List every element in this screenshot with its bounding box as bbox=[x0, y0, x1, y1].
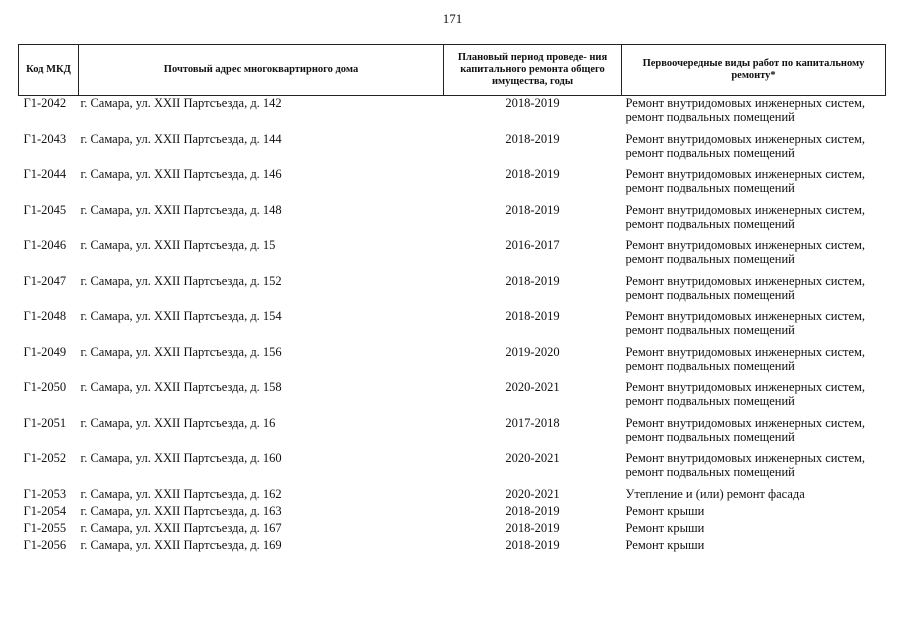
cell-works bbox=[622, 238, 886, 274]
table-row bbox=[19, 238, 886, 274]
cell-address: г. Самара, ул. XXII Партсъезда, д. 144 bbox=[80, 131, 282, 146]
works-line: Ремонт крыши bbox=[625, 520, 705, 535]
works-line: Ремонт крыши bbox=[625, 537, 705, 552]
table-row bbox=[19, 345, 886, 381]
cell-code: Г1-2053 bbox=[23, 486, 67, 501]
table-row bbox=[19, 132, 886, 168]
cell-code: Г1-2045 bbox=[23, 202, 67, 217]
cell-works bbox=[622, 96, 886, 132]
cell-address: г. Самара, ул. XXII Партсъезда, д. 148 bbox=[80, 202, 282, 217]
cell-code: Г1-2049 bbox=[23, 344, 67, 359]
cell-works bbox=[622, 504, 886, 521]
cell-code: Г1-2046 bbox=[23, 238, 67, 252]
cell-code: Г1-2055 bbox=[23, 520, 67, 535]
cell-address: г. Самара, ул. XXII Партсъезда, д. 146 bbox=[80, 167, 282, 181]
cell-address: г. Самара, ул. XXII Партсъезда, д. 152 bbox=[80, 273, 282, 288]
cell-address: г. Самара, ул. XXII Партсъезда, д. 15 bbox=[80, 238, 276, 252]
cell-code: Г1-2054 bbox=[23, 503, 67, 518]
works-line: Ремонт внутридомовых инженерных систем, bbox=[625, 415, 866, 430]
works-line: ремонт подвальных помещений bbox=[625, 465, 795, 479]
works-line: Утепление и (или) ремонт фасада bbox=[625, 486, 805, 501]
cell-code: Г1-2056 bbox=[23, 537, 67, 552]
works-line: Ремонт внутридомовых инженерных систем, bbox=[625, 167, 866, 181]
works-line: Ремонт внутридомовых инженерных систем, bbox=[625, 380, 866, 394]
cell-works bbox=[622, 380, 886, 416]
cell-period: 2018-2019 bbox=[505, 167, 560, 181]
table-row bbox=[19, 274, 886, 310]
cell-address: г. Самара, ул. XXII Партсъезда, д. 163 bbox=[80, 503, 282, 518]
cell-works bbox=[622, 132, 886, 168]
cell-period: 2020-2021 bbox=[505, 380, 560, 394]
works-line: Ремонт внутридомовых инженерных систем, bbox=[625, 238, 866, 252]
works-line: ремонт подвальных помещений bbox=[625, 358, 795, 373]
works-line: Ремонт внутридомовых инженерных систем, bbox=[625, 309, 866, 323]
cell-period: 2018-2019 bbox=[505, 273, 560, 288]
table-row bbox=[19, 380, 886, 416]
cell-address: г. Самара, ул. XXII Партсъезда, д. 169 bbox=[80, 537, 282, 552]
table-body bbox=[19, 96, 886, 555]
cell-works bbox=[622, 451, 886, 487]
cell-period: 2018-2019 bbox=[505, 520, 560, 535]
works-line: Ремонт внутридомовых инженерных систем, bbox=[625, 451, 866, 465]
cell-works bbox=[622, 309, 886, 345]
cell-code: Г1-2051 bbox=[23, 415, 67, 430]
table-row bbox=[19, 504, 886, 521]
works-line: ремонт подвальных помещений bbox=[625, 287, 795, 302]
table-row bbox=[19, 416, 886, 452]
cell-period: 2018-2019 bbox=[505, 131, 560, 146]
cell-works bbox=[622, 521, 886, 538]
table-row bbox=[19, 203, 886, 239]
works-line: ремонт подвальных помещений bbox=[625, 394, 795, 408]
table-row bbox=[19, 538, 886, 555]
cell-address: г. Самара, ул. XXII Партсъезда, д. 16 bbox=[80, 415, 276, 430]
table-row bbox=[19, 309, 886, 345]
table-row bbox=[19, 167, 886, 203]
cell-period: 2018-2019 bbox=[505, 537, 560, 552]
cell-period: 2020-2021 bbox=[505, 451, 560, 465]
cell-code: Г1-2050 bbox=[23, 380, 67, 394]
cell-address: г. Самара, ул. XXII Партсъезда, д. 156 bbox=[80, 344, 282, 359]
page-number: 171 bbox=[442, 11, 463, 26]
cell-period: 2018-2019 bbox=[505, 503, 560, 518]
cell-code: Г1-2044 bbox=[23, 167, 67, 181]
cell-address: г. Самара, ул. XXII Партсъезда, д. 160 bbox=[80, 451, 282, 465]
works-line: Ремонт внутридомовых инженерных систем, bbox=[625, 131, 866, 146]
works-line: Ремонт внутридомовых инженерных систем, bbox=[625, 202, 866, 217]
cell-code: Г1-2047 bbox=[23, 273, 67, 288]
cell-works bbox=[622, 487, 886, 504]
capital-repair-table bbox=[18, 44, 886, 555]
cell-works bbox=[622, 538, 886, 555]
table-row bbox=[19, 451, 886, 487]
header-works: Первоочередные виды работ по капитальному ремонту* bbox=[622, 45, 886, 96]
cell-works bbox=[622, 345, 886, 381]
works-line: ремонт подвальных помещений bbox=[625, 429, 795, 444]
cell-period: 2019-2020 bbox=[505, 344, 560, 359]
works-line: Ремонт внутридомовых инженерных систем, bbox=[625, 96, 866, 110]
cell-code: Г1-2042 bbox=[23, 96, 67, 110]
table-row bbox=[19, 521, 886, 538]
works-line: ремонт подвальных помещений bbox=[625, 252, 795, 266]
cell-works bbox=[622, 167, 886, 203]
cell-address: г. Самара, ул. XXII Партсъезда, д. 142 bbox=[80, 96, 282, 110]
works-line: ремонт подвальных помещений bbox=[625, 145, 795, 160]
cell-address: г. Самара, ул. XXII Партсъезда, д. 154 bbox=[80, 309, 282, 323]
cell-period: 2016-2017 bbox=[505, 238, 560, 252]
cell-period: 2017-2018 bbox=[505, 415, 560, 430]
cell-period: 2018-2019 bbox=[505, 309, 560, 323]
cell-address: г. Самара, ул. XXII Партсъезда, д. 162 bbox=[80, 486, 282, 501]
works-line: ремонт подвальных помещений bbox=[625, 216, 795, 231]
cell-works bbox=[622, 416, 886, 452]
cell-works bbox=[622, 203, 886, 239]
cell-works bbox=[622, 274, 886, 310]
table-row bbox=[19, 487, 886, 504]
works-line: Ремонт внутридомовых инженерных систем, bbox=[625, 273, 866, 288]
cell-code: Г1-2048 bbox=[23, 309, 67, 323]
works-line: Ремонт крыши bbox=[625, 503, 705, 518]
header-code: Код МКД bbox=[19, 45, 79, 96]
header-address: Почтовый адрес многоквартирного дома bbox=[79, 45, 444, 96]
cell-period: 2020-2021 bbox=[505, 486, 560, 501]
table-header-row bbox=[19, 45, 886, 96]
works-line: ремонт подвальных помещений bbox=[625, 181, 795, 195]
cell-code: Г1-2052 bbox=[23, 451, 67, 465]
cell-address: г. Самара, ул. XXII Партсъезда, д. 167 bbox=[80, 520, 282, 535]
cell-period: 2018-2019 bbox=[505, 202, 560, 217]
table-row bbox=[19, 96, 886, 132]
header-period: Плановый период проведе- ния капитального ремонта общего имущества, годы bbox=[444, 45, 622, 96]
works-line: Ремонт внутридомовых инженерных систем, bbox=[625, 344, 866, 359]
works-line: ремонт подвальных помещений bbox=[625, 323, 795, 337]
cell-period: 2018-2019 bbox=[505, 96, 560, 110]
cell-code: Г1-2043 bbox=[23, 131, 67, 146]
cell-address: г. Самара, ул. XXII Партсъезда, д. 158 bbox=[80, 380, 282, 394]
works-line: ремонт подвальных помещений bbox=[625, 110, 795, 124]
